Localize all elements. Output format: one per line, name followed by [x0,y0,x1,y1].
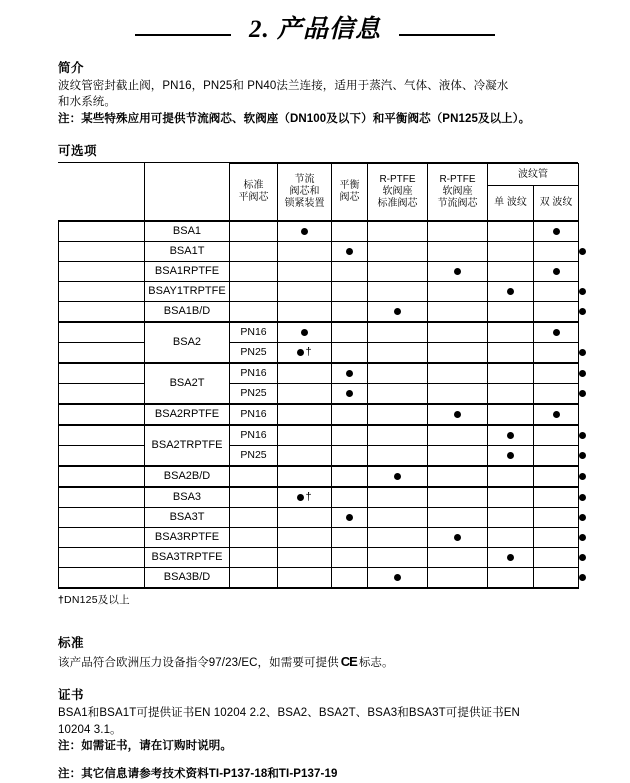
option-mark-cell-empty [278,383,332,404]
gap-spacer [0,607,630,619]
option-mark-cell-empty [332,322,368,343]
option-mark-cell-empty [278,567,332,588]
row-gutter [59,322,145,343]
option-mark-cell-empty [368,425,428,446]
row-gutter [59,281,145,301]
availability-dot-icon [579,308,586,315]
availability-dot-icon [579,514,586,521]
footnote-text: DN125及以上 [64,593,130,606]
table-row [59,383,579,404]
final-note-section [0,766,630,782]
table-row [59,301,579,322]
header-line: 软阀座 [382,186,413,198]
header-group-bellows: 波纹管 [488,163,579,185]
header-line: 双 [539,197,550,209]
option-mark-cell-empty [428,507,488,527]
row-model-label: BSA3TRPTFE [145,547,230,567]
option-mark-cell-empty [534,241,579,261]
row-gutter [59,241,145,261]
option-mark-cell-empty [428,383,488,404]
row-gutter [59,221,145,242]
table-row [59,363,579,384]
final-note-text: 注：其它信息请参考技术资料TI-P137-18和TI-P137-19 [58,768,338,781]
table-row [59,507,579,527]
option-mark-cell-empty [488,342,534,363]
table-row [59,404,579,425]
option-mark-cell-filled [488,425,534,446]
option-mark-cell-filled [534,261,579,281]
option-mark-cell-empty [534,383,579,404]
header-col-bellows-single [488,185,534,221]
availability-dot-icon [579,390,586,397]
option-mark-cell-empty [368,507,428,527]
table-row [59,487,579,508]
availability-dot-icon [507,432,514,439]
option-mark-cell-filled [488,547,534,567]
option-mark-cell-empty [534,466,579,487]
table-row [59,547,579,567]
availability-dot-icon [454,411,461,418]
option-mark-cell-filled [368,466,428,487]
options-heading-wrap [0,141,630,163]
table-row [59,527,579,547]
standards-text-after: 标志。 [358,656,394,669]
option-mark-cell-empty [534,445,579,466]
availability-dot-icon [579,494,586,501]
availability-dot-icon [454,534,461,541]
table-row [59,425,579,446]
option-mark-cell-empty [428,363,488,384]
row-gutter [59,363,145,384]
option-mark-cell-filled [534,404,579,425]
option-mark-cell-empty [534,507,579,527]
option-mark-cell-empty [368,322,428,343]
option-mark-cell-empty [278,527,332,547]
title-rule-left [135,34,231,36]
row-pn-label: PN16 [230,425,278,446]
table-row [59,322,579,343]
option-mark-cell-empty [428,425,488,446]
option-mark-cell-empty [428,281,488,301]
intro-note [58,111,578,127]
option-mark-cell-empty [278,281,332,301]
option-mark-cell-empty [488,261,534,281]
availability-dot-icon [346,514,353,521]
option-mark-cell-filled [428,404,488,425]
header-line: 锁紧装置 [284,197,325,209]
ce-mark-icon: CE [340,653,357,669]
standards-text-before: 该产品符合欧洲压力设备指令97/23/EC，如需要可提供 [58,656,339,669]
option-mark-cell-empty [278,241,332,261]
certificates-line1: BSA1和BSA1T可提供证书EN 10204 2.2、BSA2、BSA2T、BSA3和BSA3T可提供证书EN [58,707,520,720]
row-pn-label: PN25 [230,445,278,466]
option-mark-cell-empty [428,241,488,261]
header-col-rptfe-standard [368,163,428,221]
option-mark-cell-empty [278,507,332,527]
row-pn-label [230,527,278,547]
option-mark-cell-filled [534,221,579,242]
dagger-footnote-icon: † [305,346,312,359]
option-mark-cell-empty [368,487,428,508]
header-line: R-PTFE [379,174,416,186]
row-model-label: BSAY1TRPTFE [145,281,230,301]
option-mark-cell-filled [332,241,368,261]
table-row [59,261,579,281]
option-mark-cell-empty [428,301,488,322]
option-mark-cell-filled [428,261,488,281]
row-pn-label: PN25 [230,383,278,404]
option-mark-cell-empty [488,221,534,242]
row-model-label: BSA1RPTFE [145,261,230,281]
row-pn-label: PN25 [230,342,278,363]
table-row [59,241,579,261]
option-mark-cell-empty [368,445,428,466]
header-line: R-PTFE [439,174,476,186]
option-mark-cell-empty [488,527,534,547]
option-mark-cell-empty [332,547,368,567]
options-table-body [59,221,579,588]
availability-dot-icon [579,452,586,459]
intro-paragraph-line1: 波纹管密封截止阀，PN16，PN25和 PN40法兰连接，适用于蒸汽、气体、液体、冷凝水 [58,80,509,92]
header-line: 软阀座 [442,186,473,198]
standards-text [58,653,578,671]
option-mark-cell-empty [368,527,428,547]
row-gutter [59,567,145,588]
option-mark-cell-empty [488,363,534,384]
row-gutter [59,301,145,322]
availability-dot-icon [579,534,586,541]
option-mark-cell-filled [332,507,368,527]
option-mark-cell-empty [278,404,332,425]
header-line: 节流阀芯 [437,197,478,209]
table-row [59,466,579,487]
footnote-symbol: † [58,593,65,606]
option-mark-cell-empty [278,363,332,384]
row-gutter [59,383,145,404]
option-mark-cell-empty [368,221,428,242]
title-rule-right [399,34,495,36]
availability-dot-icon [553,329,560,336]
options-table-head [59,163,579,221]
availability-dot-icon [507,288,514,295]
option-mark-cell-filled [368,301,428,322]
option-mark-cell-filled [332,363,368,384]
option-mark-cell-empty [488,487,534,508]
option-mark-cell-empty [368,383,428,404]
page-title-banner [0,0,630,44]
option-mark-cell-filled [488,281,534,301]
option-mark-cell-empty [488,241,534,261]
option-mark-cell-empty [534,281,579,301]
option-mark-cell-empty [332,342,368,363]
header-blank-corner [59,163,145,221]
option-mark-cell-empty [428,342,488,363]
availability-dot-icon [394,473,401,480]
header-line: 平阀芯 [238,191,269,203]
row-pn-label [230,507,278,527]
options-table-wrap [0,163,630,589]
row-model-label: BSA2B/D [145,466,230,487]
option-mark-cell-empty [332,425,368,446]
option-mark-cell-empty [332,281,368,301]
standards-section [0,633,630,671]
header-col-throttle-plug [278,163,332,221]
row-model-label: BSA1 [145,221,230,242]
option-mark-cell-empty [332,487,368,508]
header-row-top [59,163,579,185]
option-mark-cell-filled [428,527,488,547]
option-mark-cell-empty [332,466,368,487]
row-pn-label: PN16 [230,322,278,343]
option-mark-cell-empty [428,487,488,508]
availability-dot-icon [579,554,586,561]
option-mark-cell-empty [278,301,332,322]
availability-dot-icon [301,329,308,336]
row-pn-label [230,466,278,487]
row-gutter [59,425,145,446]
option-mark-cell-empty [534,487,579,508]
availability-dot-icon [579,574,586,581]
option-mark-cell-empty [428,221,488,242]
option-mark-cell-empty [368,241,428,261]
header-line: 波纹 [506,197,527,209]
option-mark-cell-empty [488,301,534,322]
availability-dot-icon [579,248,586,255]
option-mark-cell-empty [368,281,428,301]
row-gutter [59,507,145,527]
option-mark-cell-empty [368,363,428,384]
availability-dot-icon [507,452,514,459]
availability-dot-icon [579,370,586,377]
availability-dot-icon [579,349,586,356]
header-col-balanced-plug [332,163,368,221]
row-pn-label [230,487,278,508]
options-heading: 可选项 [58,141,578,163]
option-mark-cell-empty [278,425,332,446]
page-title: 2. 产品信息 [248,15,381,43]
row-model-label: BSA2 [145,322,230,363]
header-line: 波纹 [552,197,573,209]
option-mark-cell-filled [278,322,332,343]
options-footnote [0,589,630,607]
table-row [59,445,579,466]
certificates-heading: 证书 [58,688,85,703]
option-mark-cell-empty [428,322,488,343]
row-model-label: BSA1B/D [145,301,230,322]
availability-dot-icon [579,288,586,295]
option-mark-cell-empty [368,547,428,567]
intro-heading: 简介 [58,61,85,75]
option-mark-cell-filled [368,567,428,588]
certificates-section [0,685,630,754]
option-mark-cell-empty [488,567,534,588]
option-mark-cell-empty [488,383,534,404]
header-line: 平衡 [339,180,360,192]
option-mark-cell-empty [332,527,368,547]
option-mark-cell-empty [428,466,488,487]
row-model-label: BSA3T [145,507,230,527]
intro-note-label: 注： [58,112,82,125]
row-pn-label [230,567,278,588]
header-line: 节流 [294,174,315,186]
option-mark-cell-empty [534,301,579,322]
option-mark-cell-empty [534,363,579,384]
option-mark-cell-empty [368,261,428,281]
availability-dot-icon [346,390,353,397]
option-mark-cell-empty [278,466,332,487]
row-pn-label: PN16 [230,363,278,384]
option-mark-cell-empty [488,466,534,487]
row-gutter [59,342,145,363]
header-line: 阀芯 [339,191,360,203]
option-mark-cell-filled [278,487,332,508]
availability-dot-icon [394,574,401,581]
option-mark-cell-filled [278,221,332,242]
header-col-rptfe-throttle [428,163,488,221]
row-gutter [59,547,145,567]
table-row [59,342,579,363]
row-gutter [59,445,145,466]
option-mark-cell-empty [332,221,368,242]
certificates-note: 注：如需证书，请在订购时说明。 [58,740,232,753]
option-mark-cell-empty [428,547,488,567]
option-mark-cell-empty [278,547,332,567]
row-model-label: BSA3 [145,487,230,508]
option-mark-cell-empty [534,567,579,588]
header-col-bellows-double [534,185,579,221]
availability-dot-icon [553,228,560,235]
availability-dot-icon [394,308,401,315]
availability-dot-icon [507,554,514,561]
header-line: 标准阀芯 [377,197,418,209]
option-mark-cell-empty [488,404,534,425]
option-mark-cell-empty [332,301,368,322]
row-gutter [59,487,145,508]
header-col-standard-plug [230,163,278,221]
header-line: 阀芯和 [289,186,320,198]
availability-dot-icon [553,411,560,418]
option-mark-cell-empty [332,404,368,425]
availability-dot-icon [579,432,586,439]
option-mark-cell-empty [534,342,579,363]
table-row [59,281,579,301]
certificates-line2: 10204 3.1。 [58,723,122,736]
availability-dot-icon [553,268,560,275]
option-mark-cell-empty [534,547,579,567]
intro-section [0,58,630,127]
row-model-label: BSA3RPTFE [145,527,230,547]
row-model-label: BSA2T [145,363,230,404]
availability-dot-icon [301,228,308,235]
row-model-label: BSA2RPTFE [145,404,230,425]
row-pn-label: PN16 [230,404,278,425]
options-table [58,163,579,589]
option-mark-cell-filled [278,342,332,363]
option-mark-cell-filled [488,445,534,466]
option-mark-cell-empty [534,425,579,446]
option-mark-cell-empty [278,445,332,466]
table-row [59,221,579,242]
row-model-label: BSA1T [145,241,230,261]
row-gutter [59,404,145,425]
option-mark-cell-empty [332,445,368,466]
header-line: 单 [494,197,505,209]
availability-dot-icon [346,370,353,377]
row-model-label: BSA2TRPTFE [145,425,230,466]
option-mark-cell-empty [488,507,534,527]
row-model-label: BSA3B/D [145,567,230,588]
table-row [59,567,579,588]
row-pn-label [230,241,278,261]
option-mark-cell-empty [428,445,488,466]
option-mark-cell-empty [332,261,368,281]
option-mark-cell-empty [332,567,368,588]
option-mark-cell-filled [332,383,368,404]
option-mark-cell-empty [278,261,332,281]
row-pn-label [230,261,278,281]
header-line: 标准 [243,180,264,192]
row-gutter [59,527,145,547]
option-mark-cell-empty [488,322,534,343]
row-pn-label [230,547,278,567]
gap-spacer-2 [0,754,630,766]
row-pn-label [230,301,278,322]
intro-note-text: 某些特殊应用可提供节流阀芯、软阀座（DN100及以下）和平衡阀芯（PN125及以上）。 [81,112,531,125]
option-mark-cell-empty [368,404,428,425]
availability-dot-icon [579,473,586,480]
row-gutter [59,466,145,487]
option-mark-cell-empty [428,567,488,588]
intro-paragraph-line2: 和水系统。 [58,96,116,109]
availability-dot-icon [346,248,353,255]
row-pn-label [230,281,278,301]
header-blank-corner-2 [145,163,230,221]
option-mark-cell-empty [534,527,579,547]
row-pn-label [230,221,278,242]
option-mark-cell-empty [368,342,428,363]
availability-dot-icon [454,268,461,275]
dagger-footnote-icon: † [305,491,312,504]
row-gutter [59,261,145,281]
option-mark-cell-filled [534,322,579,343]
standards-heading: 标准 [58,635,85,650]
